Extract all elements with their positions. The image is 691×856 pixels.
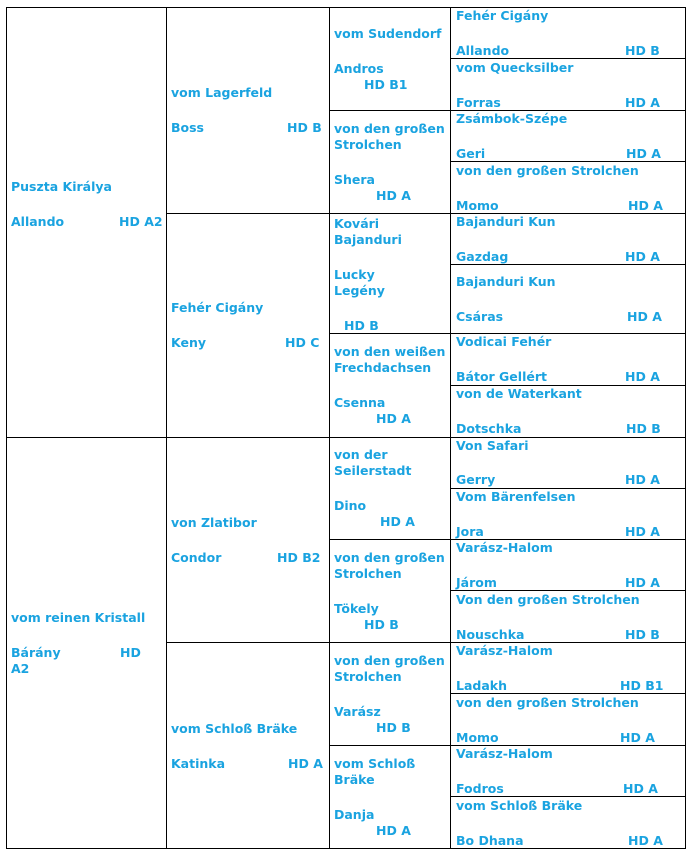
gen4-hd: HD A bbox=[628, 198, 663, 213]
gen2-name: Boss bbox=[171, 120, 204, 135]
gen4-kennel: Fehér Cigány bbox=[456, 8, 549, 23]
pedigree-gen2-2 bbox=[166, 213, 329, 437]
gen4-kennel: von den großen Strolchen bbox=[456, 695, 639, 710]
table-border-right bbox=[685, 7, 686, 849]
gen3-name: Varász bbox=[334, 704, 381, 719]
gen3-hd: HD A bbox=[380, 514, 415, 529]
gen4-name: Momo bbox=[456, 198, 499, 213]
gen4-hd: HD A bbox=[628, 833, 663, 848]
gen4-hd: HD B bbox=[625, 43, 660, 58]
pedigree-gen1-dam bbox=[6, 437, 166, 849]
gen2-kennel: von Zlatibor bbox=[171, 515, 257, 530]
pedigree-gen4-15 bbox=[450, 745, 686, 796]
gen4-name: Momo bbox=[456, 730, 499, 745]
gen4-name: Járom bbox=[456, 575, 497, 590]
gen3-hd: HD B bbox=[364, 617, 399, 632]
pedigree-gen4-1 bbox=[450, 7, 686, 58]
pedigree-gen3-4 bbox=[329, 333, 450, 437]
gen2-hd: HD C bbox=[285, 335, 320, 350]
gen4-hd: HD B bbox=[626, 421, 661, 436]
dam-hd: HD bbox=[120, 645, 141, 660]
gen4-kennel: Von den großen Strolchen bbox=[456, 592, 640, 607]
gen2-name: Condor bbox=[171, 550, 222, 565]
gen4-kennel: Bajanduri Kun bbox=[456, 214, 556, 229]
gen2-kennel: Fehér Cigány bbox=[171, 300, 264, 315]
gen3-name: Csenna bbox=[334, 395, 386, 410]
gen3-name: Tökely bbox=[334, 601, 379, 616]
gen3-kennel: von den weißen Frechdachsen bbox=[334, 344, 446, 375]
gen4-hd: HD A bbox=[623, 781, 658, 796]
gen4-name: Gazdag bbox=[456, 249, 509, 264]
gen4-name: Bátor Gellért bbox=[456, 369, 547, 384]
gen2-hd: HD A bbox=[288, 756, 323, 771]
pedigree-gen4-10 bbox=[450, 488, 686, 539]
gen4-hd: HD A bbox=[625, 472, 660, 487]
pedigree-gen4-6 bbox=[450, 264, 686, 333]
pedigree-gen4-4 bbox=[450, 161, 686, 213]
gen4-hd: HD A bbox=[625, 575, 660, 590]
gen3-hd: HD A bbox=[376, 823, 411, 838]
gen3-kennel: von den großen Strolchen bbox=[334, 653, 445, 684]
gen2-kennel: vom Lagerfeld bbox=[171, 85, 273, 100]
pedigree-gen4-9 bbox=[450, 437, 686, 488]
gen4-kennel: von de Waterkant bbox=[456, 386, 582, 401]
pedigree-gen3-3 bbox=[329, 213, 450, 333]
gen4-kennel: Zsámbok-Szépe bbox=[456, 111, 568, 126]
gen4-hd: HD A bbox=[625, 369, 660, 384]
dam-name: Bárány bbox=[11, 645, 61, 660]
gen4-name: Allando bbox=[456, 43, 510, 58]
gen3-kennel: von der Seilerstadt bbox=[334, 447, 412, 478]
gen3-kennel: von den großen Strolchen bbox=[334, 550, 445, 581]
gen3-hd: HD B bbox=[376, 720, 411, 735]
gen4-name: Fodros bbox=[456, 781, 504, 796]
gen3-name: Dino bbox=[334, 498, 367, 513]
pedigree-gen4-8 bbox=[450, 385, 686, 437]
gen4-kennel: Von Safari bbox=[456, 438, 529, 453]
gen3-name: Lucky Legény bbox=[334, 267, 385, 298]
pedigree-gen3-6 bbox=[329, 539, 450, 642]
pedigree-gen4-16 bbox=[450, 796, 686, 849]
gen3-hd: HD B1 bbox=[364, 77, 408, 92]
pedigree-gen4-7 bbox=[450, 333, 686, 385]
pedigree-gen4-11 bbox=[450, 539, 686, 590]
gen2-name: Katinka bbox=[171, 756, 226, 771]
gen4-name: Gerry bbox=[456, 472, 496, 487]
gen3-name: Shera bbox=[334, 172, 375, 187]
gen3-kennel: von den großen Strolchen bbox=[334, 121, 445, 152]
gen4-name: Bo Dhana bbox=[456, 833, 524, 848]
gen4-name: Ladakh bbox=[456, 678, 507, 693]
gen3-hd: HD B bbox=[344, 318, 379, 333]
gen3-kennel: Kovári Bajanduri bbox=[334, 216, 402, 247]
gen4-name: Csáras bbox=[456, 309, 504, 324]
pedigree-gen2-1 bbox=[166, 7, 329, 213]
gen2-kennel: vom Schloß Bräke bbox=[171, 721, 298, 736]
gen4-kennel: von den großen Strolchen bbox=[456, 163, 639, 178]
gen4-name: Forras bbox=[456, 95, 501, 110]
gen4-hd: HD B1 bbox=[620, 678, 664, 693]
pedigree-gen1-sire bbox=[6, 7, 166, 437]
pedigree-gen4-13 bbox=[450, 642, 686, 693]
table-border-bottom bbox=[6, 848, 686, 849]
pedigree-gen3-1 bbox=[329, 7, 450, 110]
gen3-kennel: vom Schloß Bräke bbox=[334, 756, 416, 787]
gen4-name: Dotschka bbox=[456, 421, 522, 436]
gen3-hd: HD A bbox=[376, 411, 411, 426]
pedigree-gen3-5 bbox=[329, 437, 450, 539]
gen4-hd: HD A bbox=[620, 730, 655, 745]
pedigree-gen4-2 bbox=[450, 58, 686, 110]
sire-hd: HD A2 bbox=[119, 214, 163, 229]
dam-hd-line2: A2 bbox=[11, 661, 30, 676]
gen2-hd: HD B bbox=[287, 120, 322, 135]
gen3-hd: HD A bbox=[376, 188, 411, 203]
gen4-hd: HD A bbox=[626, 146, 661, 161]
sire-kennel: Puszta Királya bbox=[11, 179, 112, 194]
pedigree-gen3-7 bbox=[329, 642, 450, 745]
gen4-kennel: Varász-Halom bbox=[456, 540, 553, 555]
gen4-hd: HD B bbox=[625, 627, 660, 642]
gen2-hd: HD B2 bbox=[277, 550, 321, 565]
gen4-kennel: Bajanduri Kun bbox=[456, 274, 556, 289]
gen3-name: Andros bbox=[334, 61, 384, 76]
pedigree-gen4-5 bbox=[450, 213, 686, 264]
gen4-hd: HD A bbox=[627, 309, 662, 324]
gen4-hd: HD A bbox=[625, 95, 660, 110]
gen4-kennel: Vom Bärenfelsen bbox=[456, 489, 576, 504]
pedigree-gen3-8 bbox=[329, 745, 450, 849]
pedigree-gen4-14 bbox=[450, 693, 686, 745]
gen4-kennel: Vodicai Fehér bbox=[456, 334, 552, 349]
gen4-hd: HD A bbox=[625, 249, 660, 264]
gen4-kennel: vom Quecksilber bbox=[456, 60, 574, 75]
gen4-hd: HD A bbox=[625, 524, 660, 539]
dam-kennel: vom reinen Kristall bbox=[11, 610, 146, 625]
pedigree-gen4-12 bbox=[450, 590, 686, 642]
gen4-name: Geri bbox=[456, 146, 486, 161]
pedigree-gen3-2 bbox=[329, 110, 450, 213]
gen4-kennel: vom Schloß Bräke bbox=[456, 798, 583, 813]
gen4-name: Jora bbox=[456, 524, 484, 539]
pedigree-gen2-4 bbox=[166, 642, 329, 849]
pedigree-gen2-3 bbox=[166, 437, 329, 642]
gen2-name: Keny bbox=[171, 335, 206, 350]
gen3-kennel: vom Sudendorf bbox=[334, 26, 442, 41]
gen4-name: Nouschka bbox=[456, 627, 525, 642]
sire-name: Allando bbox=[11, 214, 65, 229]
gen4-kennel: Varász-Halom bbox=[456, 643, 553, 658]
gen3-name: Danja bbox=[334, 807, 375, 822]
gen4-kennel: Varász-Halom bbox=[456, 746, 553, 761]
pedigree-gen4-3 bbox=[450, 110, 686, 161]
